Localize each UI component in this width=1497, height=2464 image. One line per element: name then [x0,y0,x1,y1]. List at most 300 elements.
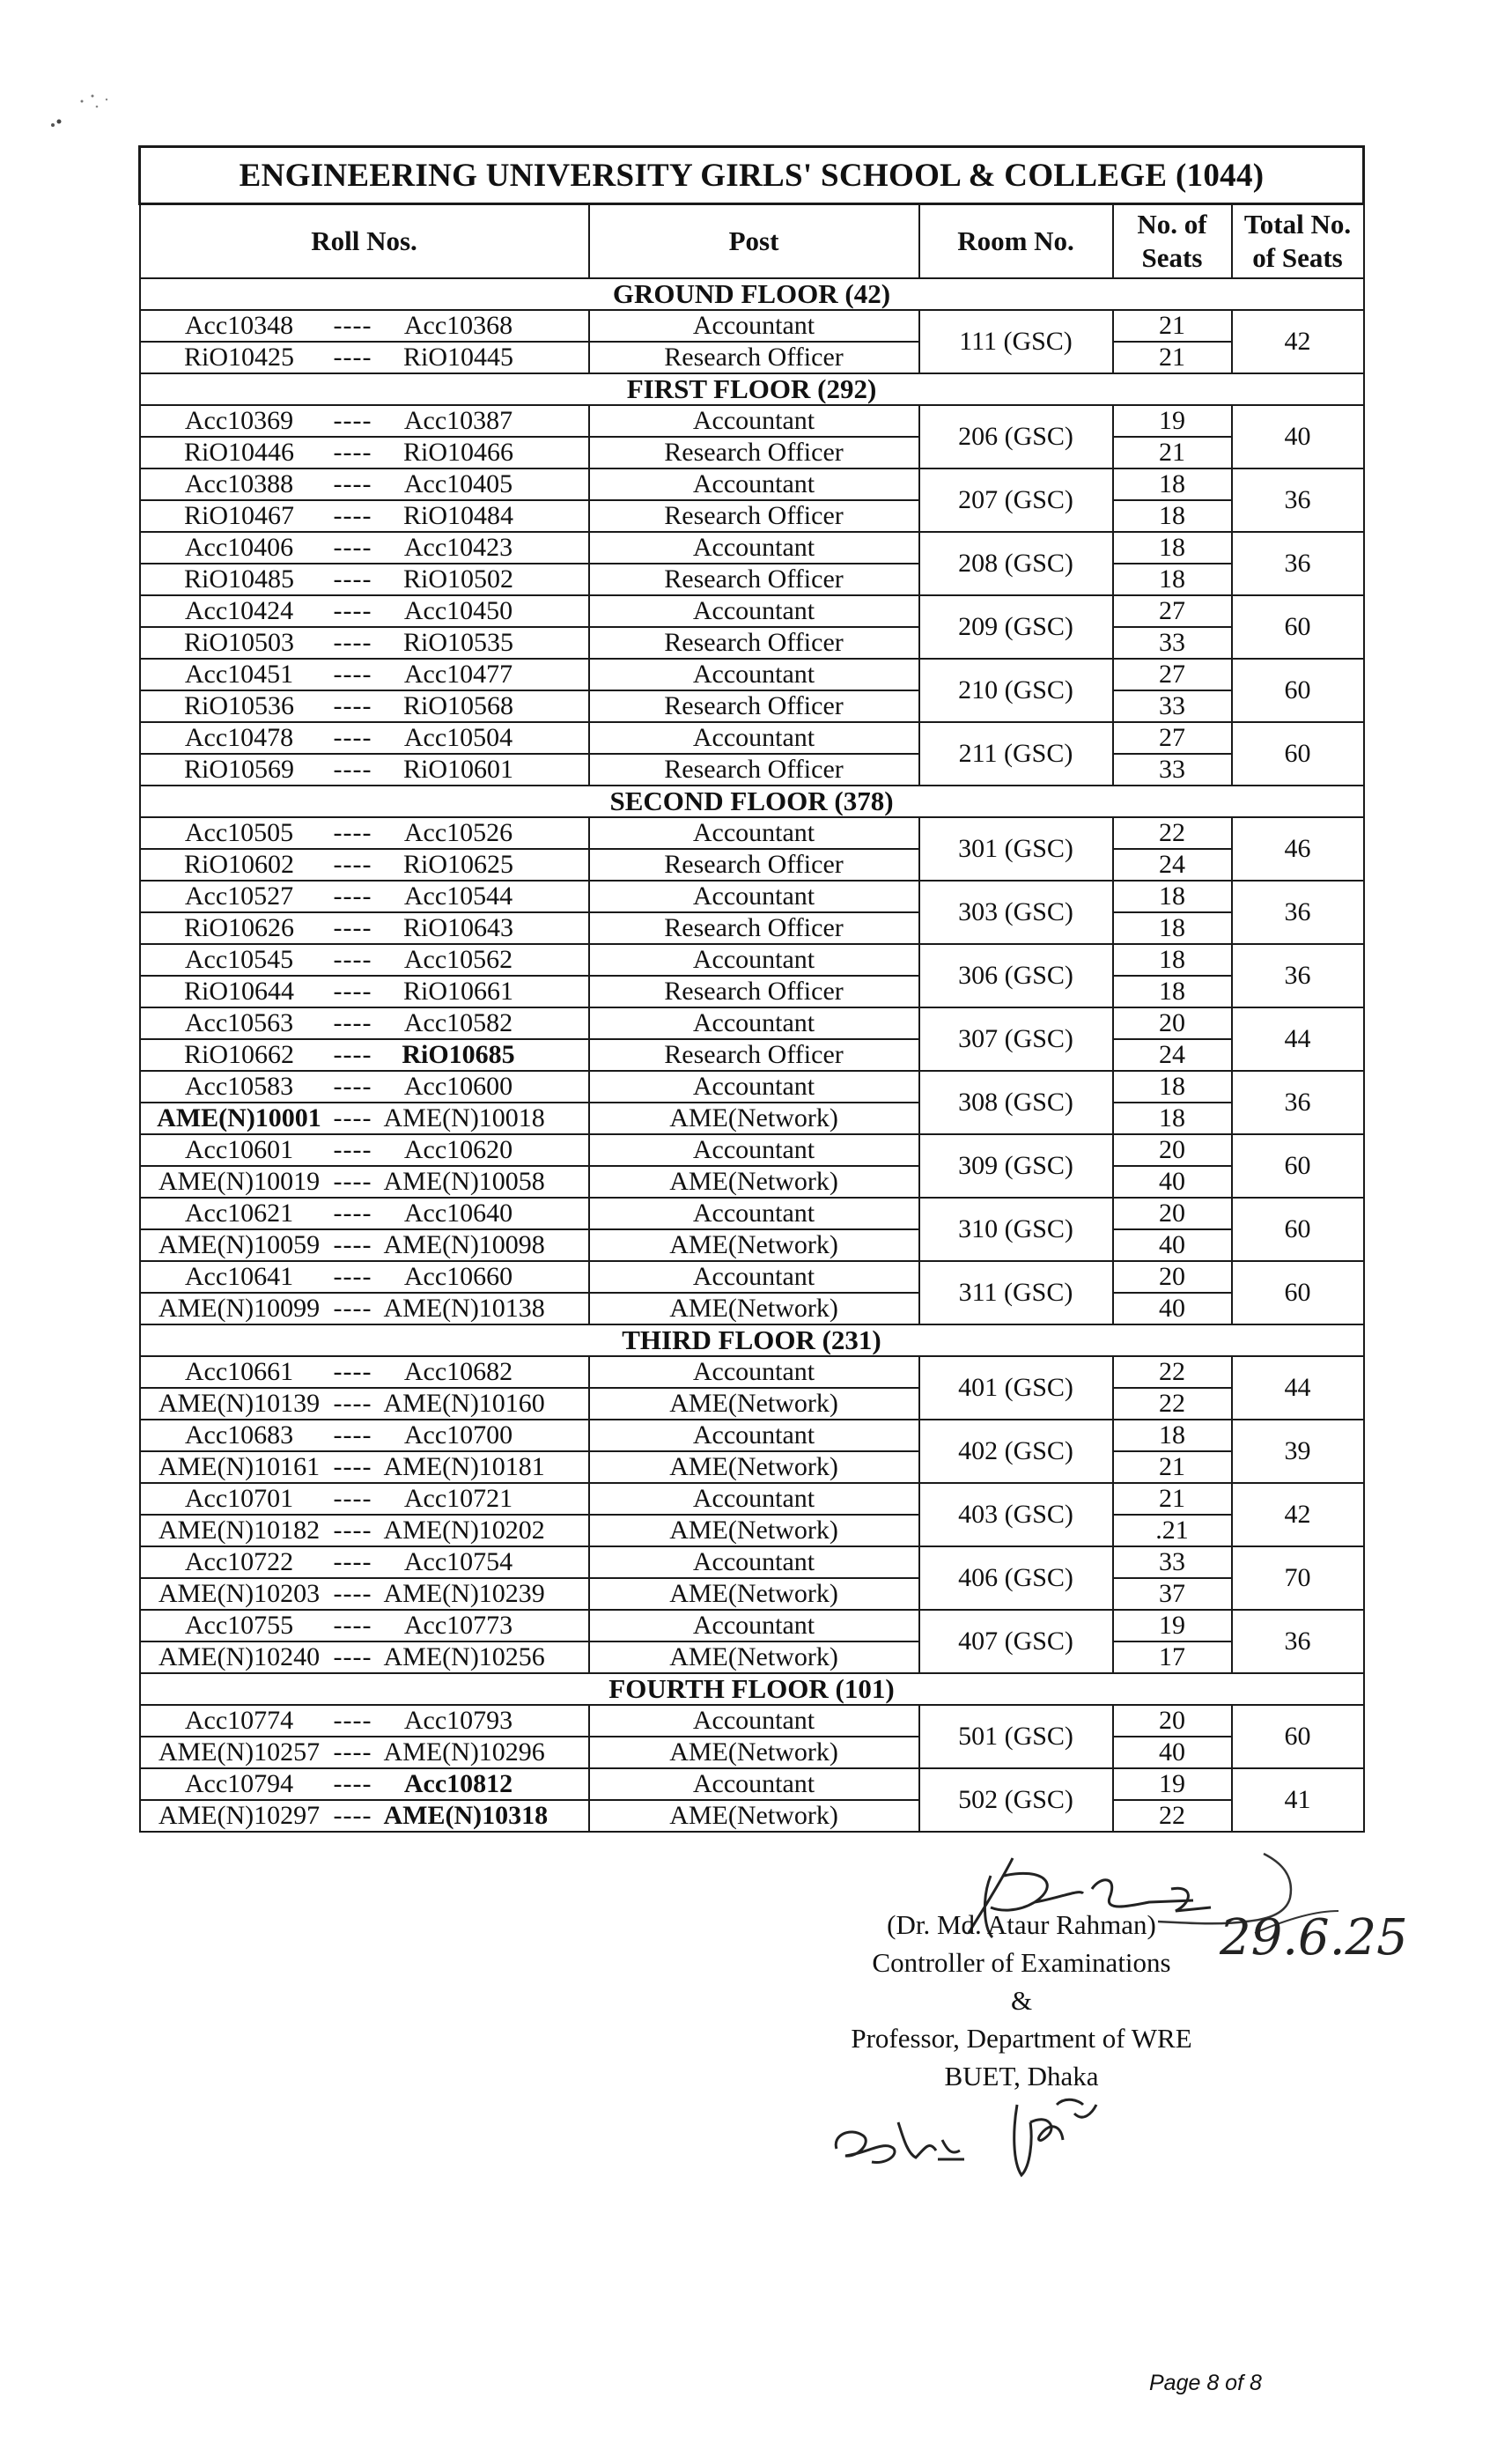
roll-range [140,405,589,437]
range-dash: ---- [333,1294,372,1323]
roll-to: Acc10423 [403,533,513,562]
range-dash: ---- [333,660,372,689]
floor-row [140,786,1364,817]
range-dash: ---- [333,1230,372,1259]
room-cell: 210 (GSC) [919,659,1113,722]
table-row [140,468,1364,500]
room-cell: 207 (GSC) [919,468,1113,532]
table-row [140,564,1364,595]
roll-to: AME(N)10160 [383,1389,545,1418]
seats-cell: 20 [1113,1261,1232,1293]
roll-to: RiO10643 [402,913,513,942]
post-cell: AME(Network) [589,1641,919,1673]
seats-cell: 18 [1113,532,1232,564]
table-row [140,1039,1364,1071]
table-row [140,1420,1364,1451]
range-dash: ---- [333,1769,372,1798]
post-cell: AME(Network) [589,1800,919,1832]
seats-cell: 20 [1113,1007,1232,1039]
roll-to: Acc10700 [403,1420,513,1450]
seats-cell: 21 [1113,437,1232,468]
roll-range [140,1007,589,1039]
seats-cell: 22 [1113,817,1232,849]
range-dash: ---- [333,1103,372,1132]
roll-to: Acc10682 [403,1357,513,1386]
post-cell: Accountant [589,595,919,627]
post-cell: AME(Network) [589,1103,919,1134]
floor-heading: FOURTH FLOOR (101) [140,1673,1364,1705]
roll-to: AME(N)10296 [383,1737,545,1767]
range-dash: ---- [333,1072,372,1101]
total-seats-cell: 46 [1232,817,1364,881]
roll-range [140,912,589,944]
roll-range [140,944,589,976]
table-row [140,1356,1364,1388]
roll-from: Acc10794 [184,1769,294,1798]
total-seats-cell: 36 [1232,881,1364,944]
seats-cell: 33 [1113,627,1232,659]
range-dash: ---- [333,850,372,879]
roll-to: RiO10484 [402,501,513,530]
seats-cell: 18 [1113,976,1232,1007]
roll-to: AME(N)10318 [383,1801,549,1830]
post-cell: Accountant [589,1134,919,1166]
post-cell: AME(Network) [589,1515,919,1546]
total-seats-cell: 42 [1232,1483,1364,1546]
range-dash: ---- [333,533,372,562]
roll-to: AME(N)10018 [383,1103,545,1132]
roll-range [140,1071,589,1103]
table-row [140,1610,1364,1641]
roll-from: AME(N)10240 [158,1642,321,1671]
roll-from: RiO10503 [183,628,294,657]
roll-from: RiO10425 [183,343,294,372]
range-dash: ---- [333,913,372,942]
roll-to: RiO10445 [402,343,513,372]
roll-to: Acc10793 [403,1706,513,1735]
seats-cell: 18 [1113,1420,1232,1451]
post-cell: Accountant [589,1483,919,1515]
room-cell: 403 (GSC) [919,1483,1113,1546]
range-dash: ---- [333,1167,372,1196]
range-dash: ---- [333,945,372,974]
roll-from: RiO10602 [183,850,294,879]
floor-heading: GROUND FLOOR (42) [140,278,1364,310]
seats-cell: 18 [1113,500,1232,532]
roll-from: Acc10424 [184,596,294,625]
table-row [140,722,1364,754]
table-row [140,1768,1364,1800]
table-row [140,1166,1364,1198]
roll-range [140,1610,589,1641]
room-cell: 209 (GSC) [919,595,1113,659]
room-cell: 309 (GSC) [919,1134,1113,1198]
total-seats-cell: 36 [1232,944,1364,1007]
roll-to: AME(N)10181 [383,1452,545,1481]
roll-to: Acc10620 [403,1135,513,1164]
roll-to: AME(N)10138 [383,1294,545,1323]
range-dash: ---- [333,755,372,784]
post-cell: Accountant [589,944,919,976]
roll-from: Acc10369 [184,406,294,435]
seats-cell: 19 [1113,405,1232,437]
table-row [140,1546,1364,1578]
seats-cell: 33 [1113,690,1232,722]
roll-to: AME(N)10058 [383,1167,545,1196]
seats-cell: 21 [1113,342,1232,373]
total-seats-cell: 60 [1232,595,1364,659]
range-dash: ---- [333,564,372,594]
range-dash: ---- [333,406,372,435]
post-cell: Accountant [589,1261,919,1293]
roll-to: Acc10504 [403,723,513,752]
roll-to: RiO10601 [402,755,513,784]
table-row [140,1134,1364,1166]
seats-cell: 18 [1113,1103,1232,1134]
signatory-institution: BUET, Dhaka [944,2061,1099,2091]
roll-range [140,532,589,564]
post-cell: Research Officer [589,690,919,722]
post-cell: Accountant [589,468,919,500]
signatory-dept: Professor, Department of WRE [851,2023,1192,2054]
seats-cell: 20 [1113,1198,1232,1229]
range-dash: ---- [333,469,372,498]
roll-from: AME(N)10161 [158,1452,321,1481]
header-room-no: Room No. [919,204,1113,279]
range-dash: ---- [333,501,372,530]
total-seats-cell: 70 [1232,1546,1364,1610]
table-row [140,1103,1364,1134]
roll-range [140,1451,589,1483]
roll-from: Acc10621 [184,1199,294,1228]
post-cell: Research Officer [589,437,919,468]
signatory-name: (Dr. Md. Ataur Rahman) [887,1909,1156,1940]
total-seats-cell: 39 [1232,1420,1364,1483]
roll-range [140,722,589,754]
roll-range [140,1420,589,1451]
roll-range [140,1641,589,1673]
post-cell: Accountant [589,817,919,849]
range-dash: ---- [333,818,372,847]
table-row [140,754,1364,786]
total-seats-cell: 60 [1232,659,1364,722]
roll-range [140,1546,589,1578]
roll-from: Acc10563 [184,1008,294,1037]
roll-range [140,1134,589,1166]
roll-from: Acc10348 [184,311,294,340]
table-row [140,405,1364,437]
roll-from: AME(N)10099 [158,1294,321,1323]
document-title: ENGINEERING UNIVERSITY GIRLS' SCHOOL & COLLEGE (1044) [140,147,1364,204]
table-row [140,1515,1364,1546]
post-cell: Accountant [589,1356,919,1388]
roll-from: RiO10644 [183,977,294,1006]
seats-cell: 19 [1113,1768,1232,1800]
roll-range [140,1103,589,1134]
post-cell: Accountant [589,1610,919,1641]
room-cell: 401 (GSC) [919,1356,1113,1420]
table-row [140,881,1364,912]
roll-from: Acc10406 [184,533,294,562]
room-cell: 208 (GSC) [919,532,1113,595]
seats-cell: 21 [1113,1483,1232,1515]
roll-from: RiO10569 [183,755,294,784]
post-cell: Accountant [589,405,919,437]
roll-from: Acc10451 [184,660,294,689]
roll-from: Acc10722 [184,1547,294,1576]
roll-range [140,1039,589,1071]
roll-from: AME(N)10019 [158,1167,321,1196]
table-row [140,1483,1364,1515]
seats-cell: .21 [1113,1515,1232,1546]
roll-range [140,976,589,1007]
roll-from: Acc10545 [184,945,294,974]
roll-range [140,1483,589,1515]
table-row [140,500,1364,532]
roll-to: Acc10477 [403,660,513,689]
roll-from: Acc10641 [184,1262,294,1291]
roll-from: Acc10388 [184,469,294,498]
roll-from: AME(N)10059 [158,1230,321,1259]
table-row [140,1293,1364,1324]
total-seats-cell: 60 [1232,722,1364,786]
roll-to: AME(N)10256 [383,1642,545,1671]
post-cell: AME(Network) [589,1229,919,1261]
range-dash: ---- [333,343,372,372]
table-row [140,817,1364,849]
table-row [140,532,1364,564]
roll-range [140,500,589,532]
post-cell: Accountant [589,1546,919,1578]
post-cell: AME(Network) [589,1166,919,1198]
range-dash: ---- [333,1737,372,1767]
table-row [140,659,1364,690]
seats-cell: 20 [1113,1705,1232,1737]
range-dash: ---- [333,691,372,720]
room-cell: 111 (GSC) [919,310,1113,373]
roll-to: Acc10721 [403,1484,513,1513]
post-cell: Accountant [589,659,919,690]
seats-cell: 27 [1113,722,1232,754]
seats-cell: 40 [1113,1737,1232,1768]
seats-cell: 18 [1113,1071,1232,1103]
header-total-seats: Total No. of Seats [1232,204,1364,279]
roll-to: Acc10600 [403,1072,513,1101]
post-cell: Accountant [589,1768,919,1800]
roll-from: RiO10536 [183,691,294,720]
roll-from: RiO10485 [183,564,294,594]
post-cell: Research Officer [589,342,919,373]
roll-range [140,1166,589,1198]
room-cell: 206 (GSC) [919,405,1113,468]
range-dash: ---- [333,723,372,752]
roll-to: AME(N)10202 [383,1516,545,1545]
room-cell: 308 (GSC) [919,1071,1113,1134]
table-row [140,849,1364,881]
range-dash: ---- [333,1040,372,1069]
range-dash: ---- [333,1547,372,1576]
seat-plan-table [138,145,1365,1833]
header-roll-nos: Roll Nos. [140,204,589,279]
handwritten-date: 29.6.25 [1220,1909,1408,1966]
room-cell: 307 (GSC) [919,1007,1113,1071]
range-dash: ---- [333,311,372,340]
roll-range [140,1293,589,1324]
total-seats-cell: 40 [1232,405,1364,468]
roll-from: Acc10774 [184,1706,294,1735]
roll-from: Acc10661 [184,1357,294,1386]
range-dash: ---- [333,1452,372,1481]
roll-to: Acc10387 [403,406,513,435]
room-cell: 501 (GSC) [919,1705,1113,1768]
roll-range [140,1261,589,1293]
post-cell: AME(Network) [589,1388,919,1420]
room-cell: 502 (GSC) [919,1768,1113,1832]
seats-cell: 22 [1113,1356,1232,1388]
floor-row [140,278,1364,310]
seats-cell: 19 [1113,1610,1232,1641]
seats-cell: 18 [1113,944,1232,976]
roll-to: Acc10754 [403,1547,513,1576]
header-post: Post [589,204,919,279]
post-cell: AME(Network) [589,1451,919,1483]
roll-from: RiO10446 [183,438,294,467]
post-cell: Accountant [589,1198,919,1229]
roll-to: Acc10562 [403,945,513,974]
roll-from: RiO10467 [183,501,294,530]
table-row [140,1800,1364,1832]
post-cell: AME(Network) [589,1737,919,1768]
signatory-ampersand: & [1010,1985,1033,2016]
total-seats-cell: 60 [1232,1705,1364,1768]
roll-to: RiO10502 [402,564,513,594]
seats-cell: 18 [1113,881,1232,912]
roll-range [140,595,589,627]
handwritten-initials [832,2087,1114,2184]
range-dash: ---- [333,1262,372,1291]
range-dash: ---- [333,1801,372,1830]
total-seats-cell: 42 [1232,310,1364,373]
roll-to: Acc10812 [403,1769,513,1798]
table-row [140,627,1364,659]
roll-range [140,342,589,373]
table-row [140,1198,1364,1229]
table-row [140,595,1364,627]
seats-cell: 24 [1113,1039,1232,1071]
roll-to: AME(N)10098 [383,1230,545,1259]
room-cell: 310 (GSC) [919,1198,1113,1261]
seats-cell: 18 [1113,564,1232,595]
post-cell: Research Officer [589,849,919,881]
roll-to: Acc10405 [403,469,513,498]
roll-from: AME(N)10182 [158,1516,321,1545]
table-row [140,1229,1364,1261]
post-cell: Research Officer [589,627,919,659]
roll-range [140,564,589,595]
room-cell: 211 (GSC) [919,722,1113,786]
roll-from: AME(N)10257 [158,1737,321,1767]
seats-cell: 40 [1113,1293,1232,1324]
seats-cell: 20 [1113,1134,1232,1166]
roll-from: RiO10626 [183,913,294,942]
range-dash: ---- [333,438,372,467]
roll-range [140,1768,589,1800]
seats-cell: 22 [1113,1388,1232,1420]
range-dash: ---- [333,1389,372,1418]
total-seats-cell: 36 [1232,468,1364,532]
roll-range [140,1737,589,1768]
roll-range [140,690,589,722]
roll-range [140,754,589,786]
table-row [140,342,1364,373]
range-dash: ---- [333,977,372,1006]
post-cell: Accountant [589,1705,919,1737]
signature-block [819,1906,1224,2095]
table-row [140,1261,1364,1293]
post-cell: AME(Network) [589,1578,919,1610]
range-dash: ---- [333,596,372,625]
roll-to: Acc10368 [403,311,513,340]
roll-from: Acc10478 [184,723,294,752]
roll-to: Acc10526 [403,818,513,847]
table-row [140,1071,1364,1103]
room-cell: 311 (GSC) [919,1261,1113,1324]
post-cell: Research Officer [589,564,919,595]
header-no-of-seats: No. of Seats [1113,204,1232,279]
table-row [140,437,1364,468]
post-cell: AME(Network) [589,1293,919,1324]
seats-cell: 27 [1113,659,1232,690]
room-cell: 402 (GSC) [919,1420,1113,1483]
seats-cell: 27 [1113,595,1232,627]
roll-range [140,1388,589,1420]
range-dash: ---- [333,628,372,657]
roll-from: Acc10505 [184,818,294,847]
range-dash: ---- [333,1611,372,1640]
roll-to: Acc10582 [403,1008,513,1037]
roll-to: AME(N)10239 [383,1579,545,1608]
table-row [140,690,1364,722]
roll-from: Acc10701 [184,1484,294,1513]
post-cell: Research Officer [589,1039,919,1071]
roll-to: RiO10685 [402,1040,515,1069]
seats-cell: 40 [1113,1166,1232,1198]
range-dash: ---- [333,1008,372,1037]
roll-range [140,659,589,690]
roll-from: AME(N)10001 [157,1103,321,1132]
room-cell: 306 (GSC) [919,944,1113,1007]
seats-cell: 18 [1113,468,1232,500]
seats-cell: 24 [1113,849,1232,881]
signatory-title: Controller of Examinations [872,1947,1171,1978]
roll-range [140,1515,589,1546]
roll-from: Acc10683 [184,1420,294,1450]
total-seats-cell: 44 [1232,1356,1364,1420]
scan-specks [48,84,119,141]
range-dash: ---- [333,1135,372,1164]
room-cell: 301 (GSC) [919,817,1113,881]
roll-range [140,1800,589,1832]
roll-range [140,310,589,342]
post-cell: Research Officer [589,976,919,1007]
roll-from: Acc10583 [184,1072,294,1101]
room-cell: 303 (GSC) [919,881,1113,944]
post-cell: Accountant [589,1071,919,1103]
seats-cell: 40 [1113,1229,1232,1261]
range-dash: ---- [333,1420,372,1450]
post-cell: Accountant [589,532,919,564]
roll-to: Acc10450 [403,596,513,625]
